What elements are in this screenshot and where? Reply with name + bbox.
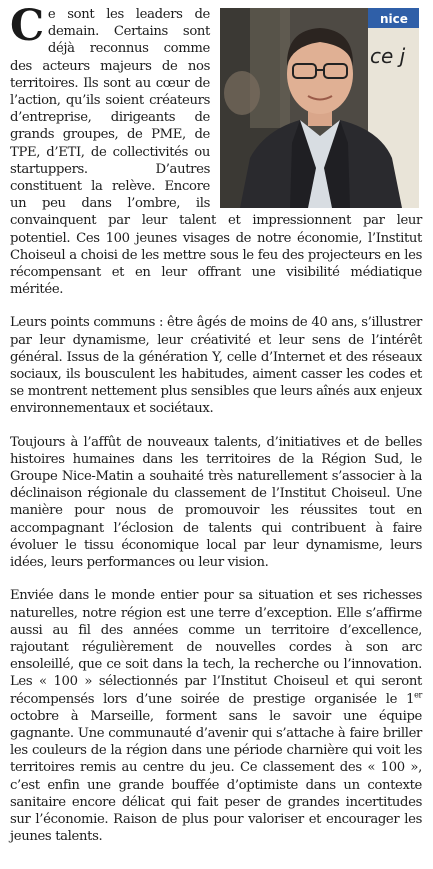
paragraph-2: Leurs points communs : être âgés de moins de 40 ans, s’illustrer par leur dynamisme, leur créativité et leur sens de l’intérêt général. Issus de la génération Y, celle d’Internet et des réseaux sociaux, ils bousculent les habitudes, aiment casser les codes et se montrent nettement plus sensibles que leurs aînés aux enjeux environnementaux et sociétaux.	[10, 315, 422, 417]
paragraph-4	[10, 587, 422, 845]
paragraph-3: Toujours à l’affût de nouveaux talents, d’initiatives et de belles histoires humaines dans les territoires de la Région Sud, le Groupe Nice-Matin a souhaité très naturellement s’associer à la déclinaison régionale du classement de l’Institut Choiseul. Une manière pour nous de promouvoir les réussites tout en accompagnant l’éclosion de talents qui contribuent à faire évoluer le tissu économique local par leur dynamisme, leurs idées, leurs performances ou leur vision.	[10, 434, 422, 571]
ordinal-superscript: er	[414, 690, 422, 700]
paragraph-4-text-a: Enviée dans le monde entier pour sa situation et ses richesses naturelles, notre région est une terre d’exception. Elle s’affirme aussi au fil des années comme un territoire d’excellence, rajoutant régulièrement de nouvelles cordes à son arc ensoleillé, que ce soit dans la tech, la recherche ou l’innovation. Les « 100 » sélectionnés par l’Institut Choiseul et qui seront récompensés lors d’une soirée de prestige organisée le 1	[10, 588, 422, 707]
drop-cap: C	[10, 1, 44, 51]
article-body	[10, 1, 422, 861]
paragraph-1-text: e sont les leaders de demain. Certains sont déjà reconnus comme des acteurs majeurs de nos territoires. Ils sont au cœur de l’action, qu’ils soient créateurs d’entreprise, dirigeants de grands groupes, de PME, de TPE, d’ETI, de collectivités ou startuppers. D’autres constituent la relève. Encore un peu dans l’ombre, ils convainquent par leur talent et impressionnent par leur potentiel. Ces 100 jeunes visages de notre économie, l’Institut Choiseul a choisi de les mettre sous le feu des projecteurs en les récompensant et en leur offrant une visibilité médiatique méritée.	[10, 7, 422, 298]
sign-text: ce j	[370, 44, 406, 68]
sign-text-top: nice	[380, 12, 408, 26]
paragraph-4-text-b: octobre à Marseille, forment sans le savoir une équipe gagnante. Une communauté d’avenir qui s’attache à faire briller les couleurs de la région dans une période charnière qui voit les territoires remis au centre du jeu. Ce classement des « 100 », c’est enfin une grande bouffée d’optimiste dans un contexte sanitaire encore délicat qui fait peser de grandes incertitudes sur l’économie. Raison de plus pour valoriser et encourager les jeunes talents.	[10, 708, 422, 845]
